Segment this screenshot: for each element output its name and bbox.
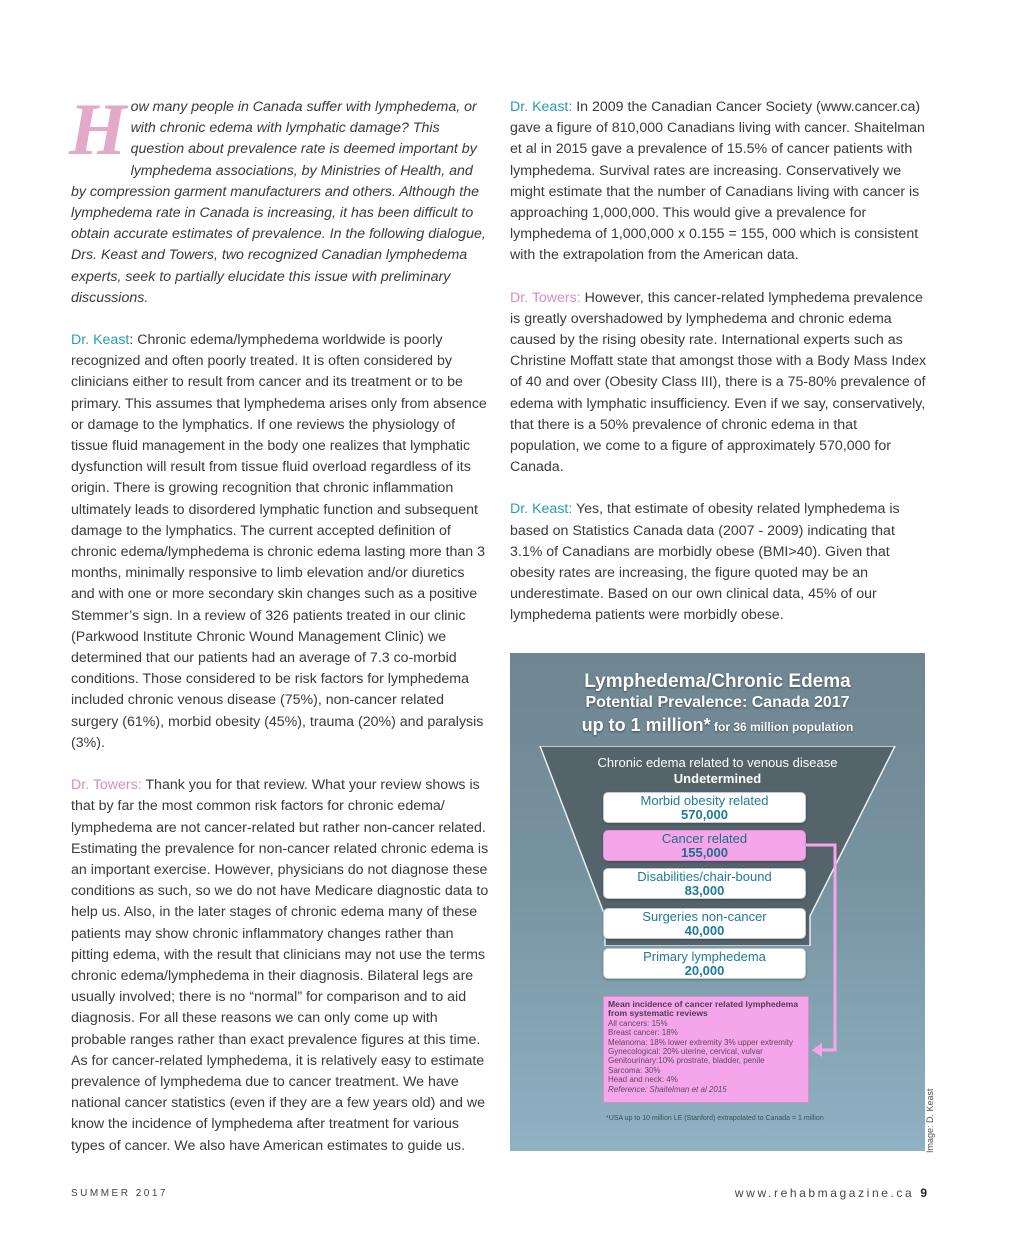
- stats-line: Melanoma: 18% lower extremity 3% upper extremity: [608, 1037, 793, 1047]
- infographic-title: Lymphedema/Chronic Edema: [584, 671, 851, 692]
- drop-cap: H: [69, 89, 127, 171]
- stats-line: Breast cancer: 18%: [608, 1028, 678, 1038]
- stats-line: Gynecological: 20% uterine, cervical, vulvar: [608, 1047, 763, 1057]
- category-label: Disabilities/chair-bound: [637, 869, 772, 884]
- stats-line: Head and neck: 4%: [608, 1075, 678, 1085]
- prevalence-infographic: [510, 653, 925, 1151]
- funnel-value: Undetermined: [673, 771, 762, 786]
- intro-text: ow many people in Canada suffer with lymphedema, or with chronic edema with lymphatic damage? This question about prevalence rate is deemed important by lymphedema associations, by Ministries of Health, and by compression garment manufacturers and others. Although the lymphedema rate in Canada is increasing, it has been difficult to obtain accurate estimates of prevalence. In the following dialogue, Drs. Keast and Towers, two recognized Canadian lymphedema experts, seek to partially elucidate this issue with preliminary discussions.: [71, 99, 486, 306]
- stats-heading: Mean incidence of cancer related lymphedema from systematic reviews: [608, 999, 799, 1019]
- connector-arrow: [510, 653, 925, 1151]
- paragraph-towers-1: [71, 775, 491, 1157]
- paragraph-keast-1: [71, 330, 491, 754]
- paragraph-text: In 2009 the Canadian Cancer Society (www.cancer.ca) gave a figure of 810,000 Canadians living with cancer. Shaitelman et al in 2015 gave a prevalence of 15.5% of cancer patients with lymphedema. Survival rates are increasing. Conservatively we might estimate that the number of Canadians living with cancer is approaching 1,000,000. This would give a prevalence for lymphedema of 1,000,000 x 0.155 = 155, 000 which is consistent with the extrapolation from the American data.: [510, 99, 925, 264]
- paragraph-keast-2: [510, 97, 928, 267]
- speaker-label: Dr. Keast: [71, 332, 130, 349]
- website-url: www.rehabmagazine.ca: [734, 1186, 915, 1200]
- category-label: Primary lymphedema: [643, 949, 766, 964]
- category-value: 83,000: [684, 883, 725, 898]
- paragraph-text: Yes, that estimate of obesity related lymphedema is based on Statistics Canada data (2007 - 2009) indicating that 3.1% of Canadians are morbidly obese (BMI>40). Given that obesity rates are increasing, the figure quoted may be an underestimate. Based on our own clinical data, 45% of our lymphedema patients were morbidly obese.: [510, 501, 900, 624]
- stats-reference: Reference: Shaitelman et al 2015: [608, 1084, 727, 1094]
- stats-line: All cancers: 15%: [608, 1018, 668, 1028]
- category-value: 40,000: [684, 923, 725, 938]
- funnel-label: Chronic edema related to venous disease: [597, 755, 838, 770]
- speaker-label: Dr. Keast:: [510, 99, 573, 115]
- total-main: up to 1 million*: [581, 715, 711, 735]
- footer-website: [735, 1186, 927, 1200]
- total-population: for 36 million population: [710, 720, 854, 734]
- infographic-subtitle: Potential Prevalence: Canada 2017: [585, 694, 850, 711]
- category-label: Morbid obesity related: [640, 793, 769, 808]
- speaker-label: Dr. Towers:: [510, 289, 581, 306]
- paragraph-text: Thank you for that review. What your review shows is that by far the most common risk factors for chronic edema/ lymphedema are not cancer-related but rather non-cancer related. Estimating the prevalence for non-cancer related chronic edema is an important exercise. However, physicians do not diagnose these conditions as such, so we do not have Medicare diagnostic data to help us. Also, in the later stages of chronic edema many of these patients may show chronic inflammatory changes rather than pitting edema, with the result that clinicians may not use the terms chronic edema/lymphedema in their diagnosis. Bilateral legs are usually involved; there is no “normal” for comparison and to aid diagnosis. For all these reasons we can only come up with probable ranges rather than exact prevalence figures at this time. As for cancer-related lymphedema, it is relatively easy to estimate prevalence of lymphedema due to cancer treatment. We have national cancer statistics (even if they are a few years old) and we know the incidence of lymphedema after treatment for various types of cancer. We also have American estimates to guide us.: [71, 777, 489, 1154]
- paragraph-text: : Chronic edema/lymphedema worldwide is poorly recognized and often poorly treated. It is often considered by clinicians either to result from cancer and its treatment or to be primary. This assumes that lymphedema arises only from absence or damage to the lymphatics. If one reviews the physiology of tissue fluid management in the body one realizes that lymphatic dysfunction will result from tissue fluid overload regardless of its origin. There is growing recognition that chronic inflammation ultimately leads to disordered lymphatic function and subsequent damage to the lymphatics. The current accepted definition of chronic edema/lymphedema is chronic edema lasting more than 3 months, minimally responsive to limb elevation and/or diuretics and with one or more secondary skin changes such as a positive Stemmer’s sign. In a review of 326 patients treated in our clinic (Parkwood Institute Chronic Wound Management Clinic) we determined that our patients had an average of 7.3 co-morbid conditions. Those considered to be risk factors for lymphedema included chronic venous disease (75%), non-cancer related surgery (61%), morbid obesity (45%), trauma (20%) and paralysis (3%).: [71, 332, 487, 751]
- category-value: 570,000: [681, 807, 728, 822]
- intro-paragraph: [69, 89, 491, 309]
- category-label: Cancer related: [661, 831, 748, 846]
- speaker-label: Dr. Keast:: [510, 501, 573, 518]
- image-credit: Image: D. Keast: [925, 1088, 935, 1153]
- issue-label: SUMMER 2017: [71, 1188, 168, 1199]
- paragraph-text: However, this cancer-related lymphedema prevalence is greatly overshadowed by lymphedema and chronic edema caused by the rising obesity rate. International experts such as Christine Moffatt state that amongst those with a Body Mass Index of 40 and over (Obesity Class III), there is a 75-80% prevalence of edema with lymphatic insufficiency. Even if we say, conservatively, that there is a 50% prevalence of chronic edema in that population, we come to a figure of approximately 570,000 for Canada.: [510, 289, 927, 476]
- left-column: [69, 89, 491, 1157]
- category-value: 20,000: [684, 963, 725, 978]
- category-label: Surgeries non-cancer: [642, 909, 767, 924]
- speaker-label: Dr. Towers:: [71, 777, 142, 794]
- stats-line: Sarcoma: 30%: [608, 1065, 661, 1075]
- right-column: [510, 97, 928, 627]
- category-value: 155,000: [681, 845, 728, 860]
- stats-line: Genitourinary:10% prostrate, bladder, penile: [608, 1056, 765, 1066]
- page-number: 9: [920, 1186, 927, 1200]
- infographic-footnote: *USA up to 10 million LE (Stanford) extrapolated to Canada = 1 million: [606, 1115, 824, 1122]
- paragraph-keast-3: [510, 499, 928, 626]
- paragraph-towers-2: [510, 288, 928, 479]
